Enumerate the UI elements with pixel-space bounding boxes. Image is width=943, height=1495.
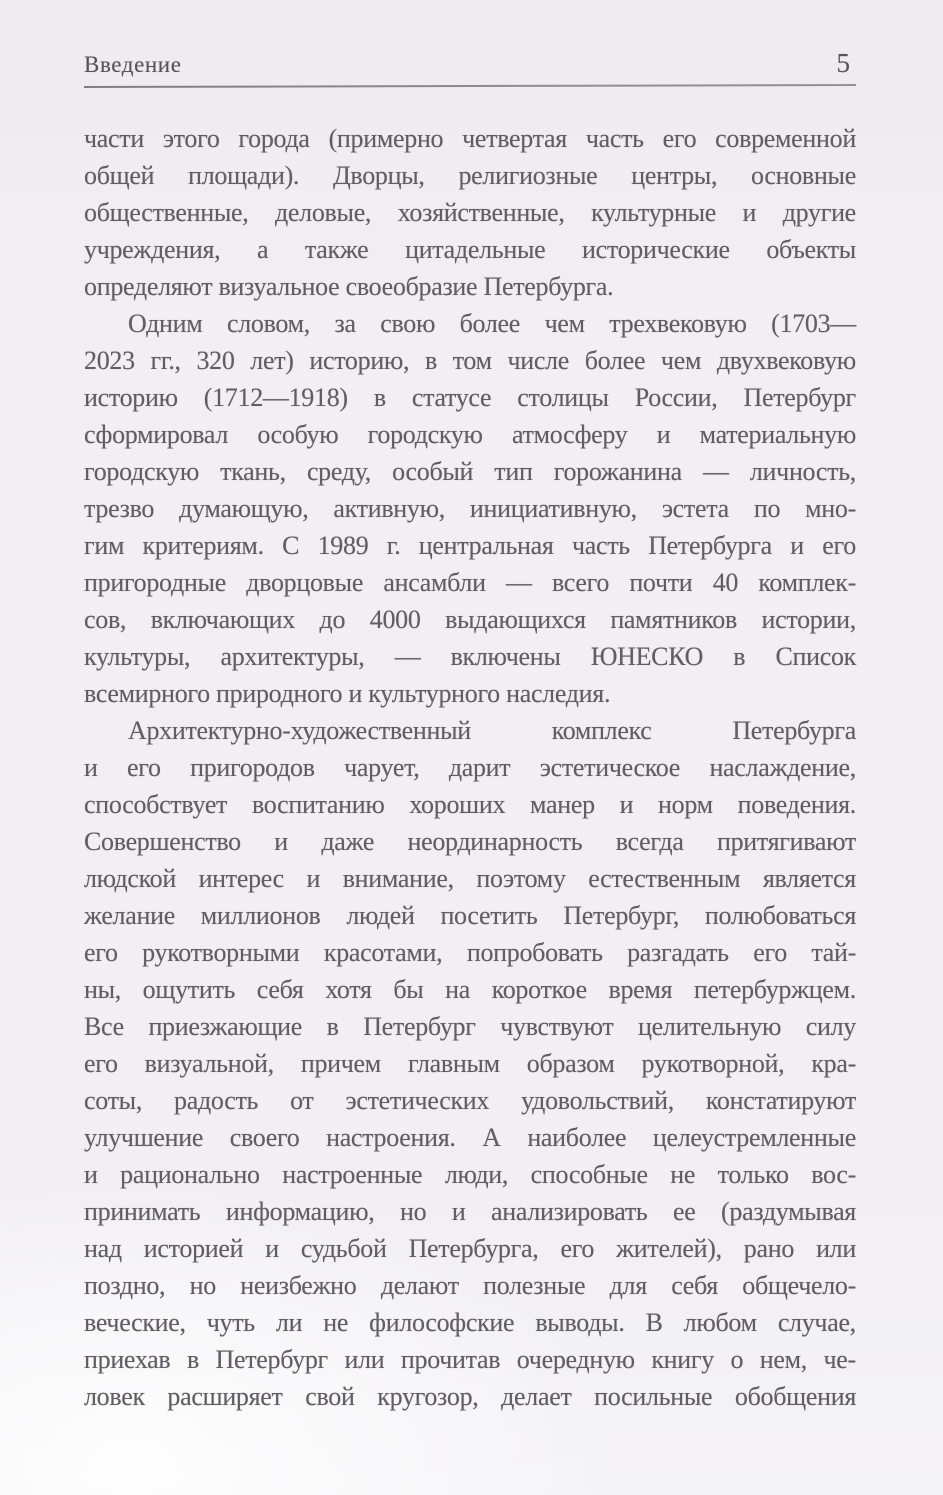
text-line: улучшение своего настроения. А наиболее целеустремленные (84, 1123, 856, 1152)
text-line: и его пригородов чарует, дарит эстетическое наслаждение, (84, 753, 856, 782)
running-head (84, 48, 856, 79)
section-title: Введение (84, 52, 182, 77)
header-rule (84, 84, 856, 88)
text-line: принимать информацию, но и анализировать ее (раздумывая (84, 1197, 856, 1226)
text-line: людской интерес и внимание, поэтому естественным является (84, 864, 856, 893)
text-line: учреждения, а также цитадельные исторические объекты (84, 235, 856, 264)
text-line: всемирного природного и культурного наследия. (84, 679, 611, 708)
text-line: сов, включающих до 4000 выдающихся памятников истории, (84, 605, 856, 634)
text-line: ловек расширяет свой кругозор, делает посильные обобщения (84, 1382, 856, 1411)
page-body (84, 120, 856, 1415)
text-line: общественные, деловые, хозяйственные, культурные и другие (84, 198, 856, 227)
paragraph (84, 712, 856, 1415)
paragraph (84, 305, 856, 712)
text-line: ны, ощутить себя хотя бы на короткое время петербуржцем. (84, 975, 856, 1004)
text-line: над историей и судьбой Петербурга, его жителей), рано или (84, 1234, 856, 1263)
paragraph (84, 120, 856, 305)
text-line: его рукотворными красотами, попробовать разгадать его тай- (84, 938, 856, 967)
text-line: общей площади). Дворцы, религиозные центры, основные (84, 161, 856, 190)
text-line: части этого города (примерно четвертая часть его современной (84, 124, 856, 153)
text-line: поздно, но неизбежно делают полезные для себя общечело- (84, 1271, 856, 1300)
text-line: определяют визуальное своеобразие Петербурга. (84, 272, 614, 301)
text-line: сформировал особую городскую атмосферу и материальную (84, 420, 856, 449)
text-line: Архитектурно-художественный комплекс Петербурга (128, 716, 856, 745)
text-line: 2023 гг., 320 лет) историю, в том числе более чем двухвековую (84, 346, 856, 375)
text-line: Совершенство и даже неординарность всегда притягивают (84, 827, 856, 856)
text-line: и рационально настроенные люди, способные не только вос- (84, 1160, 856, 1189)
text-line: Одним словом, за свою более чем трехвековую (1703— (128, 309, 856, 338)
page-number: 5 (836, 48, 850, 78)
text-line: приехав в Петербург или прочитав очередную книгу о нем, че- (84, 1345, 856, 1374)
text-line: веческие, чуть ли не философские выводы. В любом случае, (84, 1308, 856, 1337)
text-line: гим критериям. С 1989 г. центральная часть Петербурга и его (84, 531, 856, 560)
page (84, 48, 856, 1415)
text-line: городскую ткань, среду, особый тип горожанина — личность, (84, 457, 856, 486)
text-line: пригородные дворцовые ансамбли — всего почти 40 комплек- (84, 568, 856, 597)
text-line: Все приезжающие в Петербург чувствуют целительную силу (84, 1012, 856, 1041)
text-line: соты, радость от эстетических удовольствий, констатируют (84, 1086, 856, 1115)
text-line: способствует воспитанию хороших манер и норм поведения. (84, 790, 856, 819)
text-line: желание миллионов людей посетить Петербург, полюбоваться (84, 901, 856, 930)
text-line: его визуальной, причем главным образом рукотворной, кра- (84, 1049, 856, 1078)
text-line: трезво думающую, активную, инициативную, эстета по мно- (84, 494, 856, 523)
text-line: историю (1712—1918) в статусе столицы России, Петербург (84, 383, 856, 412)
text-line: культуры, архитектуры, — включены ЮНЕСКО в Список (84, 642, 856, 671)
